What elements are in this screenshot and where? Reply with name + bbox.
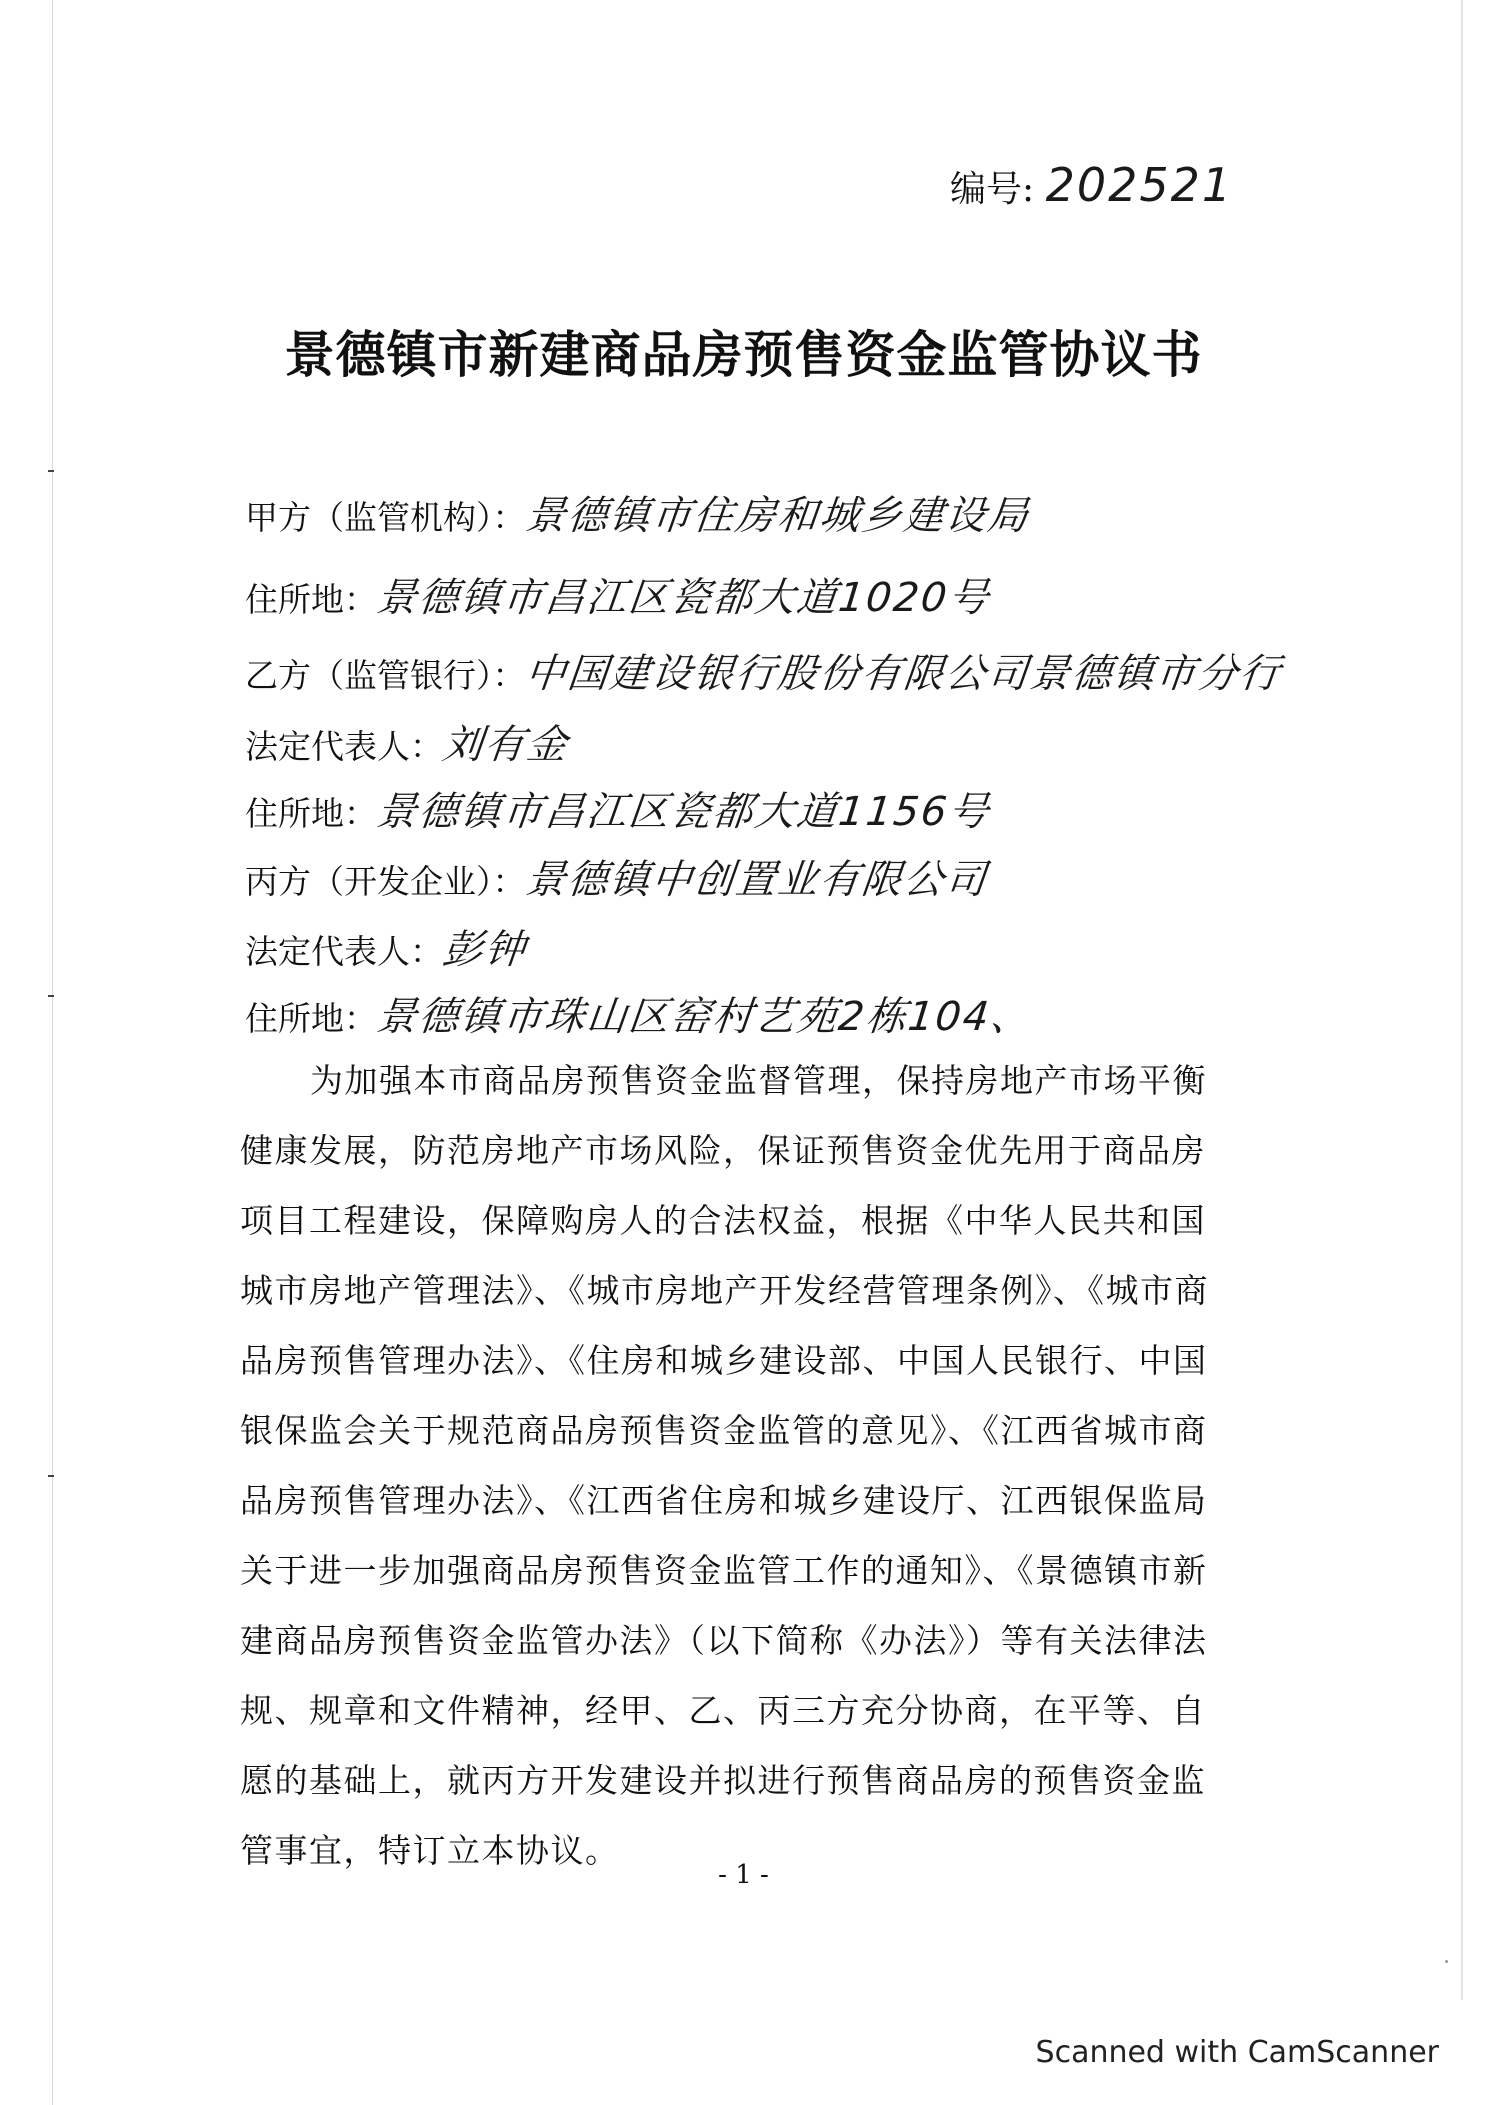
party-value: 景德镇市昌江区瓷都大道1020号: [374, 575, 993, 621]
scan-speck: [1445, 1960, 1448, 1963]
scan-mark: [48, 1475, 54, 1477]
party-c-representative-line: [245, 918, 530, 975]
party-label: 法定代表人：: [245, 727, 443, 766]
serial-label: 编号:: [950, 169, 1035, 210]
body-paragraph: 为加强本市商品房预售资金监督管理，保持房地产市场平衡健康发展，防范房地产市场风险，保证预售资金优先用于商品房项目工程建设，保障购房人的合法权益，根据《中华人民共和国城市房地产管理法》、《城市房地产开发经营管理条例》、《城市商品房预售管理办法》、《住房和城乡建设部、中国人民银行、中国银保监会关于规范商品房预售资金监管的意见》、《江西省城市商品房预售管理办法》、《江西省住房和城乡建设厅、江西银保监局关于进一步加强商品房预售资金监管工作的通知》、《景德镇市新建商品房预售资金监管办法》（以下简称《办法》）等有关法律法规、规章和文件精神，经甲、乙、丙三方充分协商，在平等、自愿的基础上，就丙方开发建设并拟进行预售商品房的预售资金监管事宜，特订立本协议。: [240, 1061, 1209, 1870]
serial-number: 202521: [1045, 158, 1234, 212]
scan-right-edge: [1461, 0, 1463, 2000]
document-title: 景德镇市新建商品房预售资金监管协议书: [284, 325, 1203, 384]
party-c-line: [245, 848, 988, 905]
party-label: 住所地：: [245, 999, 377, 1038]
party-value: 刘有金: [440, 722, 572, 768]
party-b-line: [245, 642, 1282, 699]
party-label: 甲方（监管机构）：: [245, 498, 526, 537]
party-value: 中国建设银行股份有限公司景德镇市分行: [522, 651, 1284, 697]
scan-mark: [48, 470, 54, 472]
party-label: 法定代表人：: [245, 932, 443, 971]
party-value: 景德镇市珠山区窑村艺苑2栋104、: [374, 994, 1035, 1040]
page-number: - 1 -: [718, 1860, 769, 1890]
party-a-line: [245, 484, 1030, 541]
party-value: 景德镇市住房和城乡建设局: [522, 493, 1032, 539]
party-c-address-line: [245, 985, 1033, 1042]
party-a-address-line: [245, 566, 991, 623]
scan-mark: [48, 995, 54, 997]
party-value: 彭钟: [440, 927, 530, 973]
scanner-watermark: Scanned with CamScanner: [1035, 2035, 1439, 2070]
party-label: 住所地：: [245, 580, 377, 619]
party-value: 景德镇市昌江区瓷都大道1156号: [374, 789, 993, 835]
body-paragraph-block: [240, 1046, 1230, 1886]
party-label: 乙方（监管银行）：: [245, 656, 526, 695]
party-label: 住所地：: [245, 794, 377, 833]
party-label: 丙方（开发企业）：: [245, 862, 526, 901]
party-b-address-line: [245, 780, 991, 837]
party-b-representative-line: [245, 713, 572, 770]
party-value: 景德镇中创置业有限公司: [522, 857, 990, 903]
serial-number-line: [950, 158, 1233, 212]
